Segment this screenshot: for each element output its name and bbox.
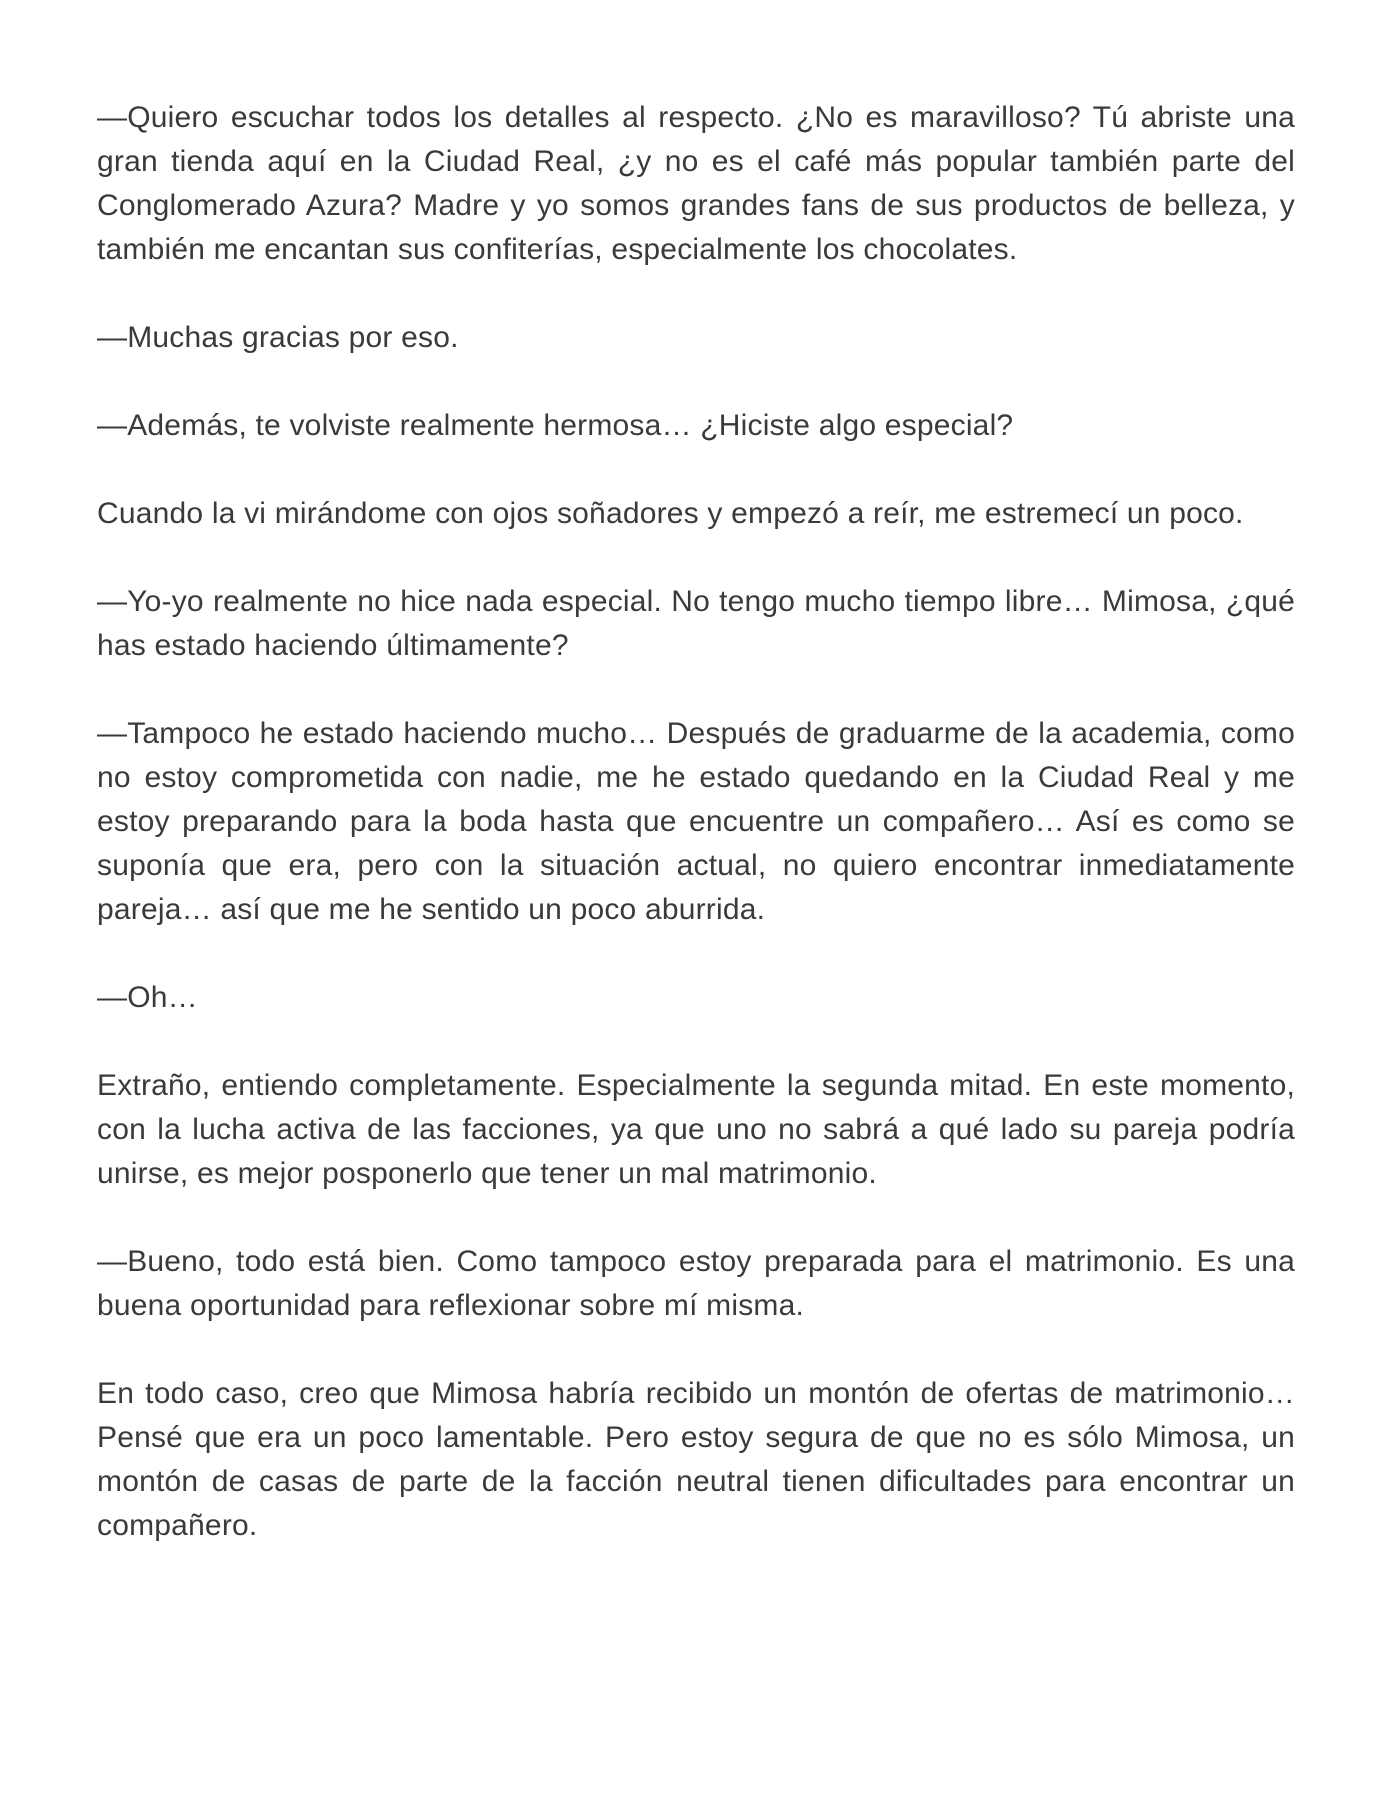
paragraph-5: —Yo-yo realmente no hice nada especial. No tengo mucho tiempo libre… Mimosa, ¿qué has estado haciendo últimamente?	[97, 585, 1295, 662]
paragraph-9: —Bueno, todo está bien. Como tampoco estoy preparada para el matrimonio. Es una buena oportunidad para reflexionar sobre mí misma.	[97, 1245, 1295, 1322]
document-page	[97, 96, 1295, 1548]
paragraph-1: —Quiero escuchar todos los detalles al respecto. ¿No es maravilloso? Tú abriste una gran tienda aquí en la Ciudad Real, ¿y no es el café más popular también parte del Conglomerado Azura? Madre y yo somos grandes fans de sus productos de belleza, y también me encantan sus confiterías, especialmente los chocolates.	[97, 101, 1295, 266]
paragraph-6: —Tampoco he estado haciendo mucho… Después de graduarme de la academia, como no estoy comprometida con nadie, me he estado quedando en la Ciudad Real y me estoy preparando para la boda hasta que encuentre un compañero… Así es como se suponía que era, pero con la situación actual, no quiero encontrar inmediatamente pareja… así que me he sentido un poco aburrida.	[97, 717, 1295, 926]
paragraph-8: Extraño, entiendo completamente. Especialmente la segunda mitad. En este momento, con la lucha activa de las facciones, ya que uno no sabrá a qué lado su pareja podría unirse, es mejor posponerlo que tener un mal matrimonio.	[97, 1069, 1295, 1190]
paragraph-10: En todo caso, creo que Mimosa habría recibido un montón de ofertas de matrimonio… Pensé que era un poco lamentable. Pero estoy segura de que no es sólo Mimosa, un montón de casas de parte de la facción neutral tienen dificultades para encontrar un compañero.	[97, 1377, 1295, 1542]
paragraph-3: —Además, te volviste realmente hermosa… ¿Hiciste algo especial?	[97, 409, 1014, 442]
paragraph-7: —Oh…	[97, 981, 198, 1014]
paragraph-4: Cuando la vi mirándome con ojos soñadores y empezó a reír, me estremecí un poco.	[97, 497, 1244, 530]
paragraph-2: —Muchas gracias por eso.	[97, 321, 459, 354]
